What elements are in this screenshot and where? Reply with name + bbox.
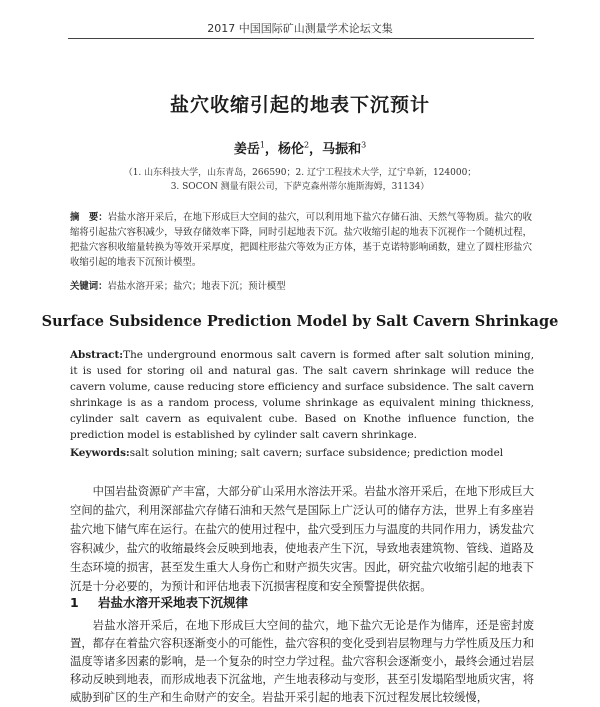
affiliation-line: 3. SOCON 测量有限公司，下萨克森州蒂尔施斯海姆，31134） [170,182,430,192]
author-name: 杨伦 [277,142,304,157]
title-chinese: 盐穴收缩引起的地表下沉预计 [169,94,430,116]
author-separator: ， [309,142,323,157]
author-affil-sup: 1 [259,140,265,150]
keywords-cn-label: 关键词： [70,281,108,292]
author-name: 马振和 [322,142,362,157]
abstract-en-label: Abstract: [70,349,124,361]
author-affil-sup: 2 [303,140,310,150]
author-separator: ， [264,142,278,157]
author-name: 姜岳 [233,142,260,157]
section-heading [70,593,534,611]
affiliation-line: （1. 山东科技大学，山东青岛，266590；2. 辽宁工程技术大学，辽宁阜新，124000； [123,168,477,178]
header-rule [68,38,534,39]
keywords-en-text: salt solution mining; salt cavern; surface subsidence; prediction model [129,447,504,459]
section-title: 岩盐水溶开采地表下沉规律 [98,595,249,610]
abstract-english [70,347,534,443]
abstract-cn-label: 摘 要： [70,212,108,223]
keywords-cn-text: 岩盐水溶开采；盐穴；地表下沉；预计模型 [107,281,286,292]
abstract-chinese [70,210,532,270]
title-english: Surface Subsidence Prediction Model by Salt Cavern Shrinkage [41,313,559,330]
section-paragraph: 岩盐水溶开采后，在地下形成巨大空间的盐穴，地下盐穴无论是作为储库，还是密封废置，都存在着盐穴容积逐渐变小的可能性，盐穴容积的变化受到岩层物理与力学性质及压力和温度等诸多因素的影响，是一个复杂的时空力学过程。盐穴容积会逐渐变小，最终会通过岩层移动反映到地表，而形成地表下沉盆地，产生地表移动与变形，甚至引发塌陷型地质灾害，将威胁到矿区的生产和生命财产的安全。岩盐开采引起的地表下沉过程发展比较缓慢， [70,619,534,704]
abstract-en-text: The underground enormous salt cavern is formed after salt solution mining, it is used for storing oil and natural gas. The salt cavern shrinkage will reduce the cavern volume, cause reducing store efficiency and surface subsidence. The salt cavern shrinkage is as a random process, volume shrinkage as equivalent mining thickness, cylinder salt cavern as equivalent cube. Based on Knothe influence function, the prediction model is established by cylinder salt cavern shrinkage. [70,349,534,441]
section-number: 1 [70,595,79,610]
abstract-cn-text: 岩盐水溶开采后，在地下形成巨大空间的盐穴，可以利用地下盐穴存储石油、天然气等物质。盐穴的收缩将引起盐穴容积减少，导致存储效率下降，同时引起地表下沉。盐穴收缩引起的地表下沉视作一个随机过程，把盐穴容积收缩量转换为等效开采厚度，把圆柱形盐穴等效为正方体，基于克诺特影响函数，建立了圆柱形盐穴收缩引起的地表下沉预计模型。 [70,212,532,268]
author-affil-sup: 3 [361,140,367,150]
intro-paragraph: 中国岩盐资源矿产丰富，大部分矿山采用水溶法开采。岩盐水溶开采后，在地下形成巨大空间的盐穴，利用深部盐穴存储石油和天然气是国际上广泛认可的储存方法，世界上有多座岩盐穴地下储气库在运行。在盐穴的使用过程中，盐穴受到压力与温度的共同作用力，诱发盐穴容积减少，盐穴的收缩最终会反映到地表，使地表产生下沉，导致地表建筑物、管线、道路及生态环境的损害，甚至发生重大人身伤亡和财产损失灾害。因此，研究盐穴收缩引起的地表下沉是十分必要的，为预计和评估地表下沉损害程度和安全预警提供依据。 [70,485,534,593]
keywords-chinese [70,278,532,292]
keywords-english [70,447,534,459]
author-list [0,138,600,157]
keywords-en-label: Keywords: [70,447,130,459]
running-header: 2017 中国国际矿山测量学术论坛文集 [207,22,393,35]
